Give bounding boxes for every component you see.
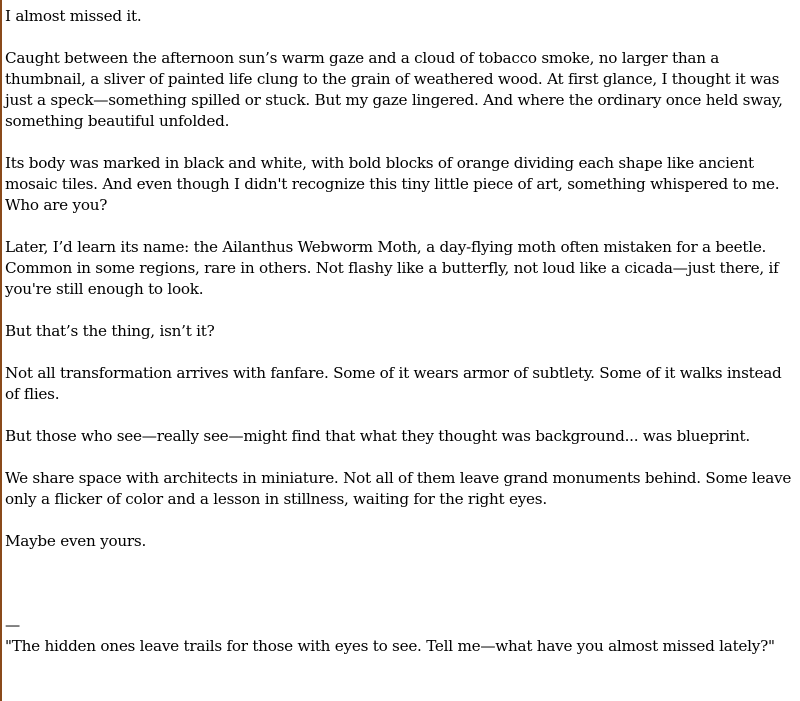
separator-dash: — [5, 616, 20, 634]
closing-quote: "The hidden ones leave trails for those with eyes to see. Tell me—what have you almost missed lately?" [5, 637, 775, 655]
paragraph-identification: Later, I’d learn its name: the Ailanthus Webworm Moth, a day-flying moth often mistaken for a beetle. Common in some regions, rare in others. Not flashy like a butterfly, not loud like a cicada—just there, if you're still enough to look. [5, 238, 779, 298]
paragraph-opening: I almost missed it. [5, 7, 142, 25]
paragraph-question: But that’s the thing, isn’t it? [5, 322, 215, 340]
paragraph-blueprint: But those who see—really see—might find that what they thought was background... was blueprint. [5, 427, 750, 445]
paragraph-transformation: Not all transformation arrives with fanfare. Some of it wears armor of subtlety. Some of it walks instead of flies. [5, 364, 782, 403]
paragraph-closing: Maybe even yours. [5, 532, 147, 550]
left-border [0, 0, 2, 701]
paragraph-architects: We share space with architects in miniature. Not all of them leave grand monuments behind. Some leave only a flicker of color and a lesson in stillness, waiting for the right eyes. [5, 469, 792, 508]
document-body [5, 6, 797, 657]
paragraph-description: Its body was marked in black and white, with bold blocks of orange dividing each shape like ancient mosaic tiles. And even though I didn't recognize this tiny little piece of art, something whispered to me. Who are you? [5, 154, 780, 214]
paragraph-discovery: Caught between the afternoon sun’s warm gaze and a cloud of tobacco smoke, no larger than a thumbnail, a sliver of painted life clung to the grain of weathered wood. At first glance, I thought it was just a speck—something spilled or stuck. But my gaze lingered. And where the ordinary once held sway, something beautiful unfolded. [5, 49, 783, 130]
